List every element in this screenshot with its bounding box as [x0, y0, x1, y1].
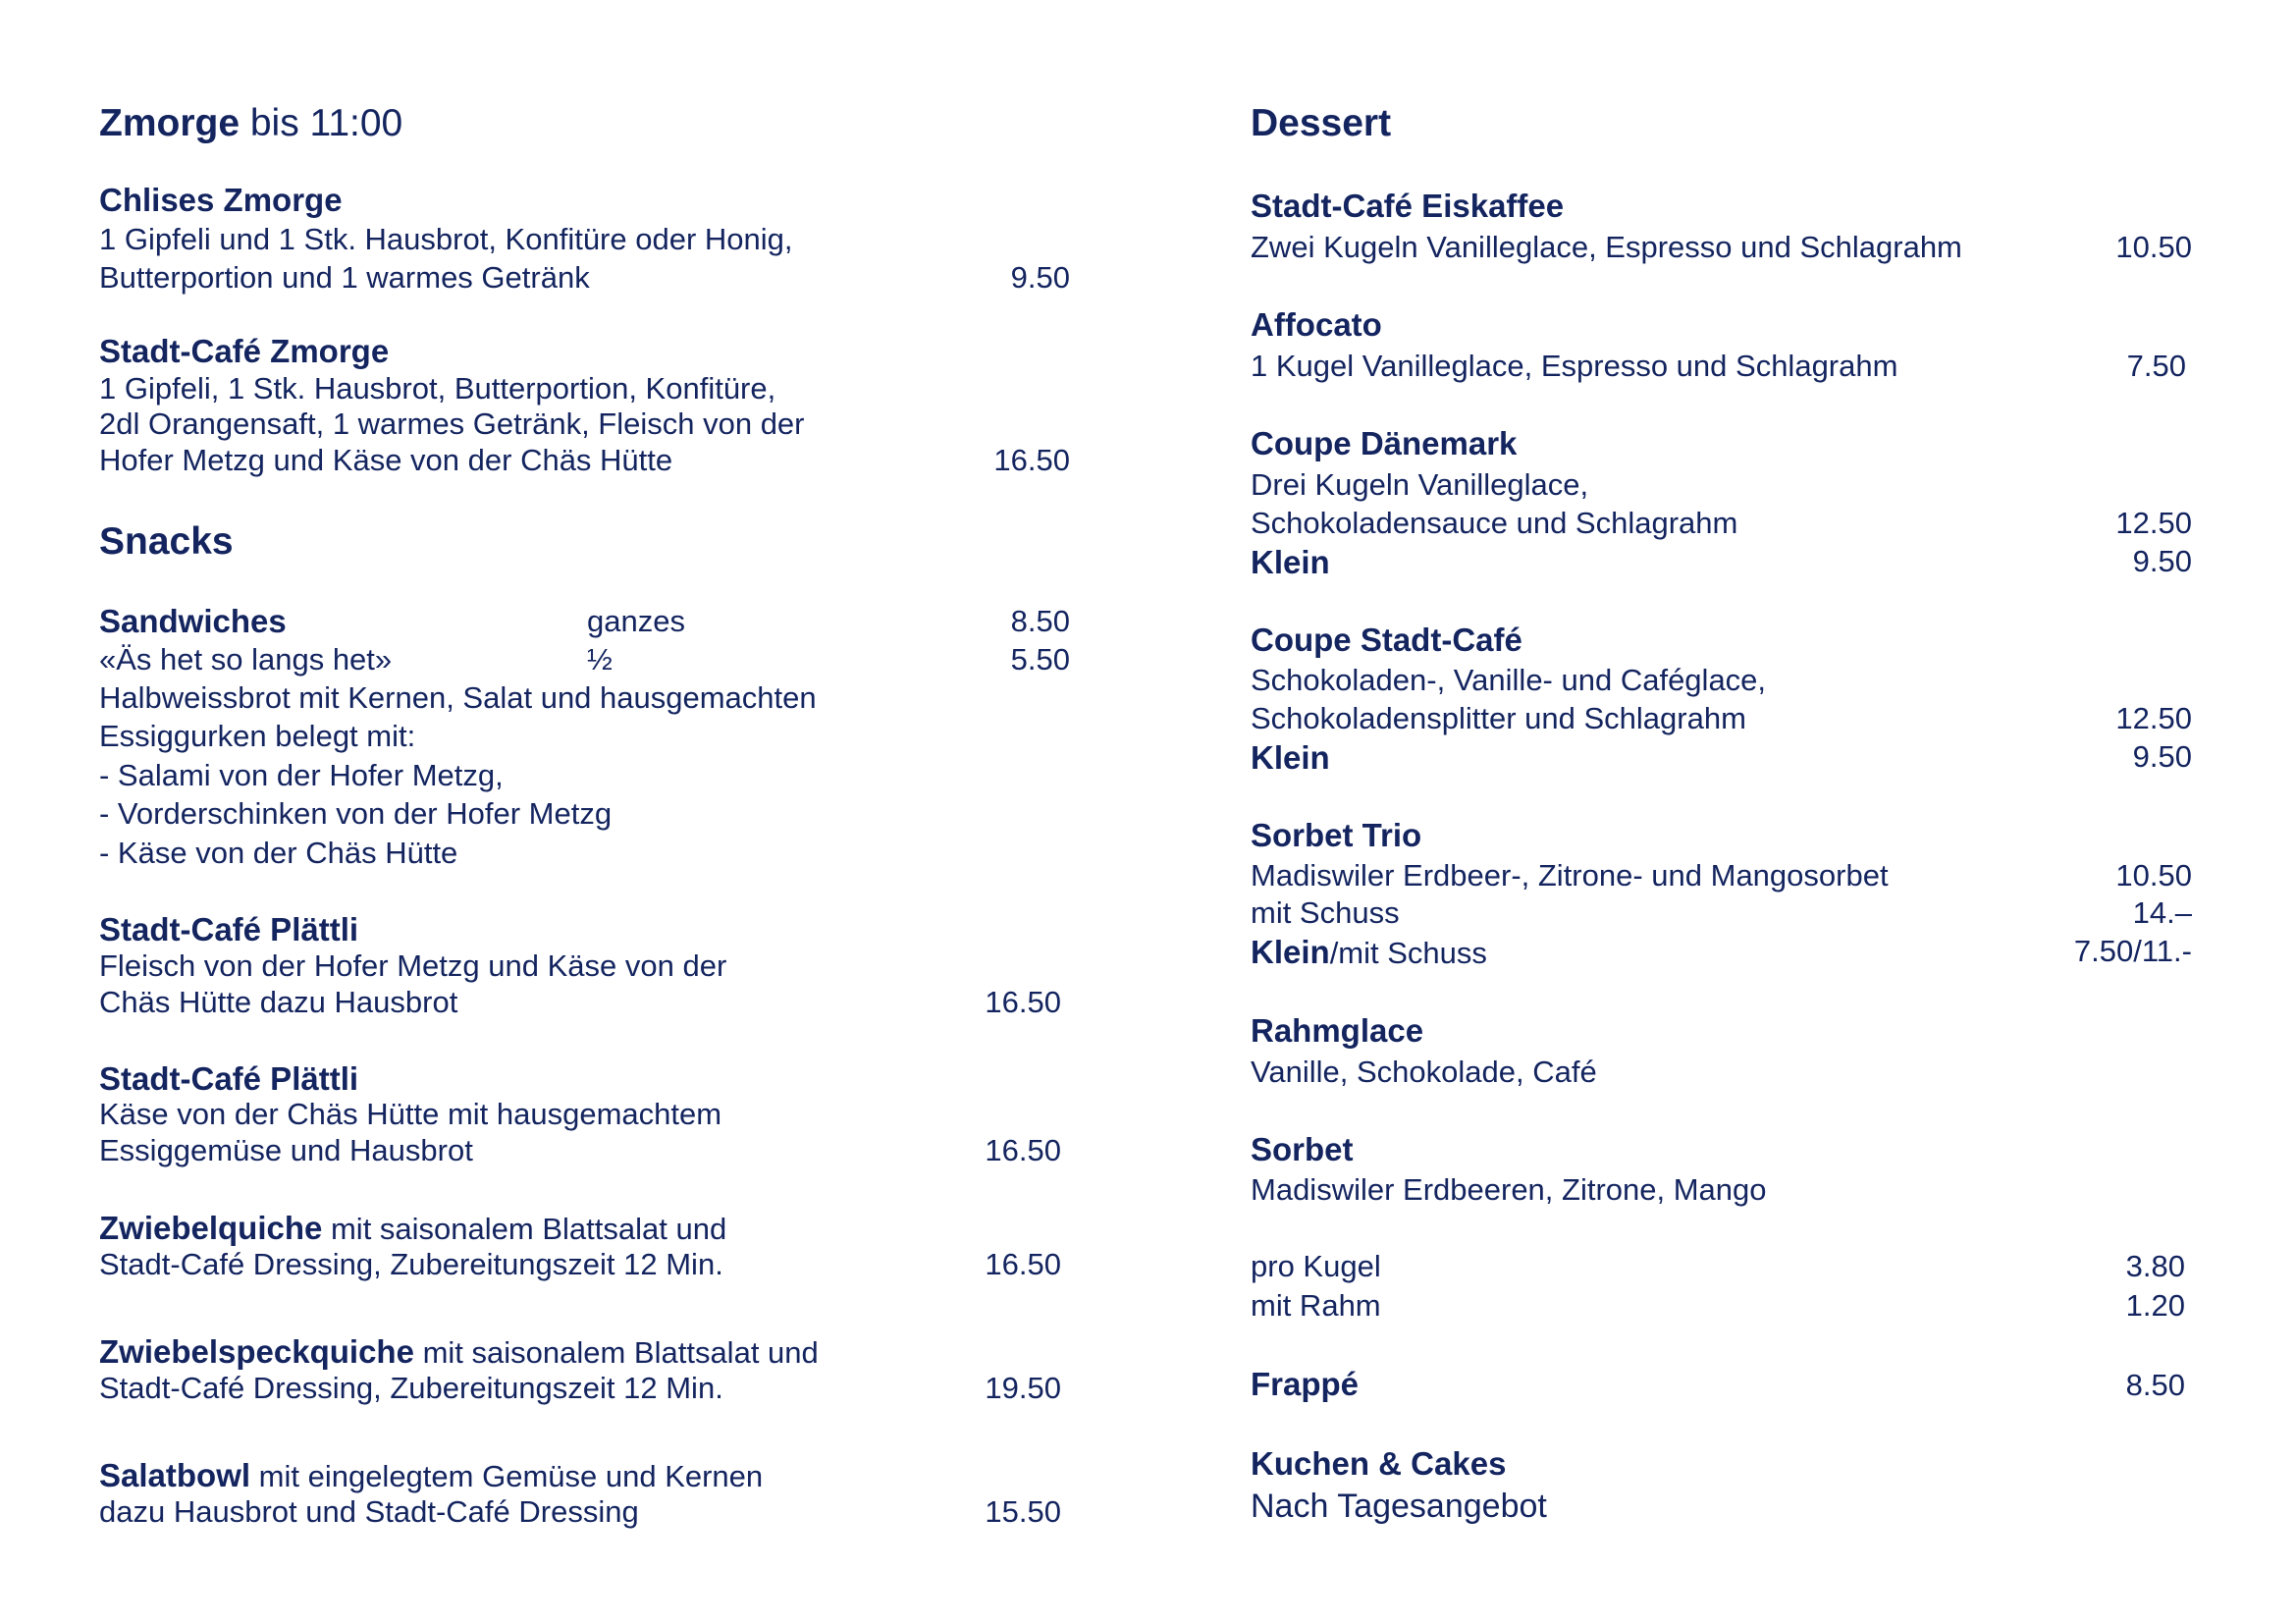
item-name-salatbowl: Salatbowl	[99, 1457, 251, 1493]
item-desc-line: Stadt-Café Dressing, Zubereitungszeit 12 Min.	[99, 1247, 723, 1281]
item-desc-line: 2dl Orangensaft, 1 warmes Getränk, Fleisch von der	[99, 406, 805, 441]
item-price: 16.50	[985, 1247, 1061, 1281]
zmorge-subtitle: bis 11:00	[249, 102, 403, 144]
item-desc-line: Vanille, Schokolade, Café	[1251, 1055, 1597, 1089]
item-price: 8.50	[1010, 604, 1070, 638]
size-label-half: ½	[587, 642, 613, 677]
item-name-rahmglace: Rahmglace	[1251, 1012, 1424, 1049]
item-desc-line: - Käse von der Chäs Hütte	[99, 836, 458, 870]
item-price: 9.50	[2132, 739, 2192, 774]
item-desc-line: Essiggemüse und Hausbrot	[99, 1133, 473, 1167]
item-price: 15.50	[985, 1494, 1061, 1529]
item-name-zwiebelspeckquiche: Zwiebelspeckquiche	[99, 1333, 414, 1370]
item-desc-line: Chäs Hütte dazu Hausbrot	[99, 985, 458, 1019]
item-desc-line: Madiswiler Erdbeer-, Zitrone- und Mangosorbet	[1251, 858, 1889, 893]
item-price: 8.50	[2125, 1368, 2185, 1402]
item-desc-line: Schokoladen-, Vanille- und Caféglace,	[1251, 663, 1767, 697]
item-line-zwiebelspeckquiche	[99, 1335, 819, 1368]
item-name-sandwiches: Sandwiches	[99, 603, 287, 639]
item-size-small: Klein	[1251, 739, 1330, 776]
item-desc-inline: mit saisonalem Blattsalat und	[413, 1335, 819, 1370]
item-desc-line: Hofer Metzg und Käse von der Chäs Hütte	[99, 443, 673, 477]
item-name-zwiebelquiche: Zwiebelquiche	[99, 1210, 323, 1246]
item-price: 9.50	[1010, 260, 1070, 295]
size-label-full: ganzes	[587, 604, 685, 638]
item-size-small: Klein	[1251, 934, 1330, 970]
item-desc-line: Essiggurken belegt mit:	[99, 719, 416, 753]
zmorge-title: Zmorge	[99, 102, 240, 144]
item-price: 1.20	[2125, 1288, 2185, 1323]
item-desc-line: Schokoladensauce und Schlagrahm	[1251, 506, 1738, 540]
item-name-chlises-zmorge: Chlises Zmorge	[99, 182, 343, 218]
item-name-stadtcafe-zmorge: Stadt-Café Zmorge	[99, 333, 390, 369]
item-option-pro-kugel: pro Kugel	[1251, 1249, 1381, 1283]
section-title-zmorge	[99, 104, 402, 142]
item-name-frappe: Frappé	[1251, 1366, 1360, 1402]
item-option-text: /mit Schuss	[1329, 936, 1487, 970]
item-desc-line: Drei Kugeln Vanilleglace,	[1251, 467, 1589, 502]
item-desc-line: dazu Hausbrot und Stadt-Café Dressing	[99, 1494, 639, 1529]
item-desc-line: 1 Kugel Vanilleglace, Espresso und Schlagrahm	[1251, 349, 1898, 383]
item-option-small-schuss	[1251, 936, 1487, 968]
item-price: 7.50/11.-	[2073, 934, 2192, 968]
item-desc-line: Halbweissbrot mit Kernen, Salat und hausgemachten	[99, 680, 817, 715]
item-name-kuchen: Kuchen & Cakes	[1251, 1445, 1507, 1482]
item-price: 12.50	[2115, 506, 2192, 540]
item-name-plaettli: Stadt-Café Plättli	[99, 1060, 359, 1097]
item-desc-line: Fleisch von der Hofer Metzg und Käse von der	[99, 948, 727, 983]
item-name-plaettli: Stadt-Café Plättli	[99, 911, 359, 947]
item-desc-inline: mit eingelegtem Gemüse und Kernen	[250, 1459, 764, 1493]
item-desc-line: 1 Gipfeli, 1 Stk. Hausbrot, Butterportion, Konfitüre,	[99, 371, 776, 406]
item-desc-line: Madiswiler Erdbeeren, Zitrone, Mango	[1251, 1172, 1767, 1207]
item-line-zwiebelquiche	[99, 1212, 726, 1244]
item-desc-line: - Vorderschinken von der Hofer Metzg	[99, 796, 613, 831]
item-size-small: Klein	[1251, 544, 1330, 580]
item-price: 3.80	[2125, 1249, 2185, 1283]
item-desc-line: 1 Gipfeli und 1 Stk. Hausbrot, Konfitüre oder Honig,	[99, 222, 793, 256]
item-line-salatbowl	[99, 1459, 763, 1491]
item-price: 19.50	[985, 1371, 1061, 1405]
item-desc-line: Zwei Kugeln Vanilleglace, Espresso und Schlagrahm	[1251, 230, 1962, 264]
item-desc-line: Butterportion und 1 warmes Getränk	[99, 260, 590, 295]
item-desc-inline: mit saisonalem Blattsalat und	[322, 1212, 727, 1246]
item-option-mit-rahm: mit Rahm	[1251, 1288, 1381, 1323]
item-price: 5.50	[1010, 642, 1070, 677]
item-desc-line: Schokoladensplitter und Schlagrahm	[1251, 701, 1746, 735]
item-quote: «Äs het so langs het»	[99, 642, 393, 677]
item-name-sorbet-trio: Sorbet Trio	[1251, 817, 1422, 853]
item-price: 16.50	[985, 1133, 1061, 1167]
item-desc-line: Nach Tagesangebot	[1251, 1488, 1547, 1525]
section-title-dessert: Dessert	[1251, 102, 1392, 144]
item-price: 12.50	[2115, 701, 2192, 735]
item-price: 9.50	[2132, 544, 2192, 578]
section-title-snacks: Snacks	[99, 520, 234, 563]
item-name-affocato: Affocato	[1251, 306, 1382, 343]
item-price: 10.50	[2115, 230, 2192, 264]
item-desc-line: Stadt-Café Dressing, Zubereitungszeit 12 Min.	[99, 1371, 723, 1405]
item-desc-line: - Salami von der Hofer Metzg,	[99, 758, 504, 792]
item-price: 10.50	[2115, 858, 2192, 893]
item-name-coupe-stadtcafe: Coupe Stadt-Café	[1251, 622, 1522, 658]
item-price: 7.50	[2126, 349, 2186, 383]
item-name-coupe-daenemark: Coupe Dänemark	[1251, 425, 1518, 461]
item-price: 16.50	[985, 985, 1061, 1019]
item-price: 16.50	[993, 443, 1070, 477]
item-name-sorbet: Sorbet	[1251, 1131, 1354, 1167]
item-price: 14.–	[2132, 895, 2192, 930]
item-desc-line: Käse von der Chäs Hütte mit hausgemachtem	[99, 1097, 722, 1131]
item-name-eiskaffee: Stadt-Café Eiskaffee	[1251, 188, 1565, 224]
item-option-schuss: mit Schuss	[1251, 895, 1400, 930]
